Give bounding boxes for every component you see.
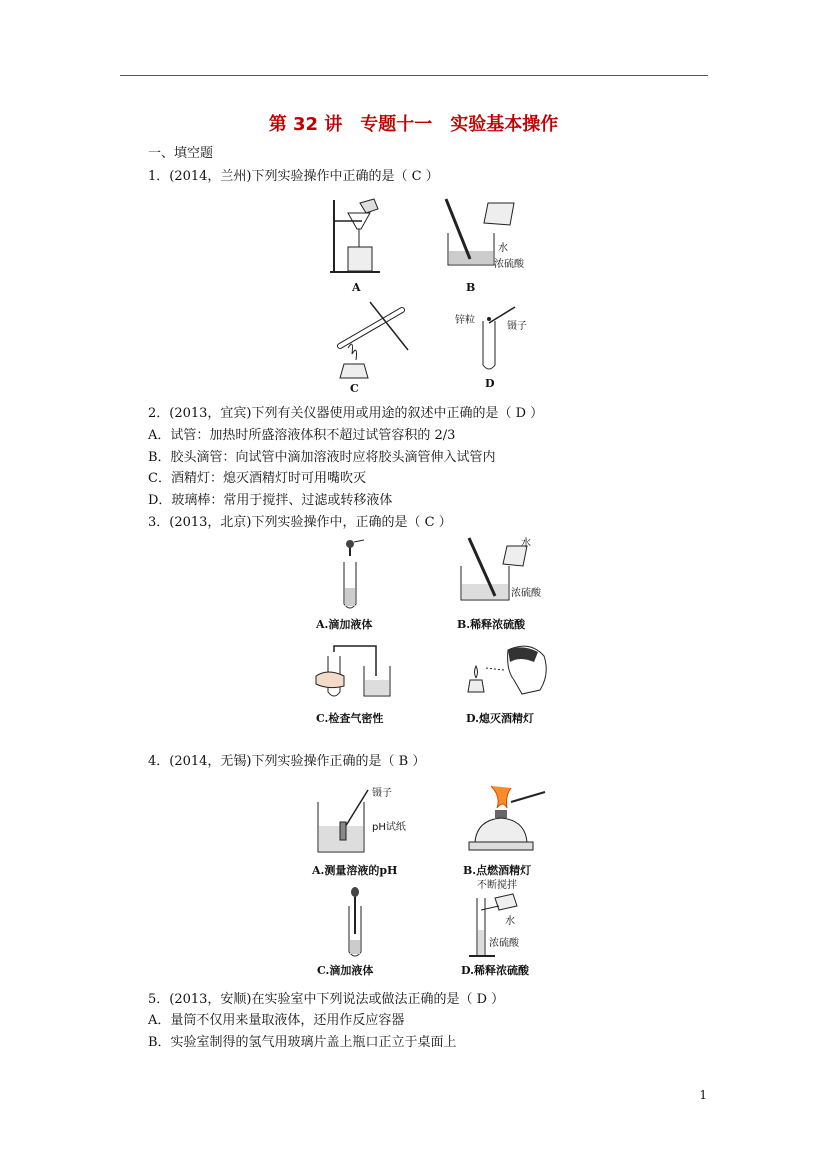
page-number: 1 [699,1088,707,1102]
q4-figure-a [310,782,420,878]
q1-figure-d [455,305,535,390]
q3-d-caption: D.熄灭酒精灯 [466,712,534,725]
q2-option-d: D．玻璃棒：常用于搅拌、过滤或转移液体 [148,493,393,508]
page-title: 第 32 讲 专题十一 实验基本操作 [268,114,559,135]
q5-option-b: B．实验室制得的氢气用玻璃片盖上瓶口正立于桌面上 [148,1035,457,1050]
q3-acid-label: 浓硫酸 [511,588,541,599]
q1-c-label: C [350,382,359,395]
q1-figure-b [440,195,540,295]
q3-b-caption: B.稀释浓硫酸 [457,618,526,631]
q5-stem: 5．(2013，安顺)在实验室中下列说法或做法正确的是（ D ） [148,992,505,1007]
q3-figure-b [455,536,565,633]
q3-c-caption: C.检查气密性 [316,712,384,725]
q1-water-label: 水 [498,243,508,254]
q4-figure-c [315,886,405,978]
q3-figure-d [460,640,560,727]
q3-a-caption: A.滴加液体 [316,618,373,631]
q1-a-label: A [352,281,361,294]
q4-acid-label: 浓硫酸 [489,938,519,949]
q4-stir-label: 不断搅拌 [477,880,517,891]
q4-d-caption: D.稀释浓硫酸 [461,964,529,977]
q4-tweezers-label: 镊子 [372,788,392,799]
q3-stem: 3．(2013，北京)下列实验操作中，正确的是（ C ） [148,515,452,530]
q2-option-b: B．胶头滴管：向试管中滴加溶液时应将胶头滴管伸入试管内 [148,450,496,465]
q4-ph-paper-label: pH试纸 [372,822,406,833]
q2-stem: 2．(2013，宜宾)下列有关仪器使用或用途的叙述中正确的是（ D ） [148,406,544,421]
q4-c-caption: C.滴加液体 [317,964,374,977]
section-heading: 一、填空题 [148,146,214,161]
q4-b-caption: B.点燃酒精灯 [463,864,532,877]
q1-zinc-label: 锌粒 [455,315,475,326]
q1-figure-a [330,195,390,295]
header-rule [120,75,708,76]
q1-d-label: D [485,377,495,390]
q4-stem: 4．(2014，无锡)下列实验操作正确的是（ B ） [148,754,426,769]
q3-figure-a [310,538,400,633]
q1-stem: 1．(2014，兰州)下列实验操作中正确的是（ C ） [148,169,439,184]
q2-option-c: C．酒精灯：熄灭酒精灯时可用嘴吹灭 [148,471,366,486]
q1-b-label: B [466,281,476,294]
q3-water-label: 水 [521,538,531,549]
q1-acid-label: 浓硫酸 [494,259,524,270]
q3-figure-c [310,642,410,727]
q5-option-a: A．量筒不仅用来量取液体，还用作反应容器 [148,1013,405,1028]
q1-tweezers-label: 镊子 [507,321,527,332]
q2-option-a: A．试管：加热时所盛溶液体积不超过试管容积的 2/3 [148,428,456,443]
q4-water-label: 水 [505,916,515,927]
q1-figure-c [330,300,410,395]
q4-a-caption: A.测量溶液的pH [312,864,398,877]
q4-figure-b [455,782,555,878]
q4-figure-d [455,880,565,978]
